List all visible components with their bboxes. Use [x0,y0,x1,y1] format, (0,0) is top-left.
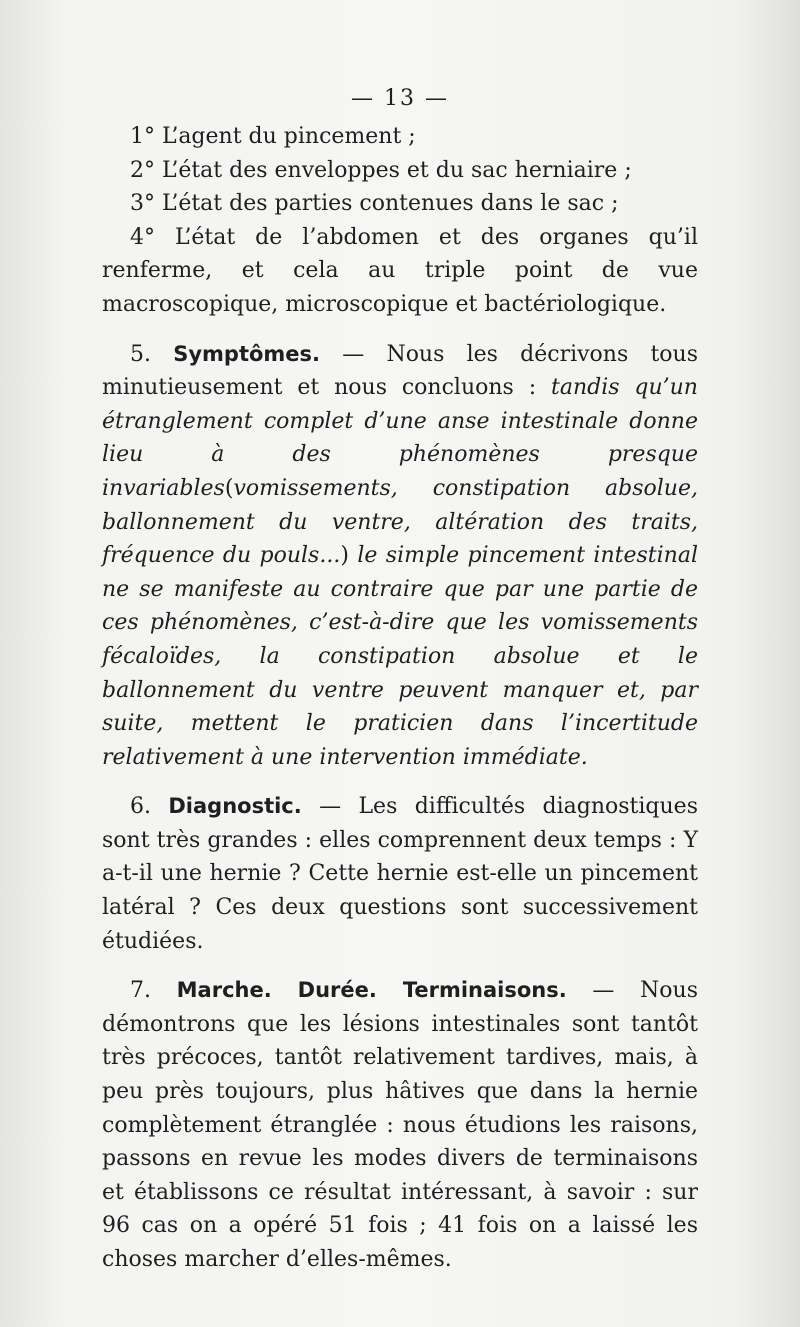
list-item-1: 1° L’agent du pincement ; [130,124,416,149]
list-item-3: 3° L’état des parties contenues dans le sac ; [130,191,619,217]
section-number: 5. [130,341,151,367]
section-body: — Nous démontrons que les lésions intestinales sont tantôt très précoces, tantôt relativement tardives, mais, à peu près toujours, plus hâtives que dans la hernie complètement étranglée : nous étudions les raisons, passons en revue les modes divers de terminaisons et établissons ce résultat intéressant, à savoir : sur 96 cas on a opéré 51 fois ; 41 fois on a laissé les choses marcher d’elles-mêmes. [102,978,698,1272]
section-italic-list: vomissements, constipation absolue, ballonnement du ventre, altération des traits, fréquence du pouls... [102,475,698,569]
paren-open: ( [224,475,234,501]
list-item-4: 4° L’état de l’abdomen et des organes qu’il renferme, et cela au triple point de vue macroscopique, microscopique et bactériologique. [102,224,698,317]
section-lead: — Nous les décrivons tous minutieusement et nous concluons : [102,341,699,401]
section-number: 6. [130,794,151,820]
section-symptomes [102,338,698,775]
page-number: — 13 — [351,86,449,111]
section-body: — Les difficultés diagnostiques sont très grandes : elles comprennent deux temps : Y a-t-il une hernie ? Cette hernie est-elle un pincement latéral ? Ces deux questions sont successivement étudiées. [102,794,698,954]
paren-close: ) [340,543,349,569]
page-content [102,120,698,1277]
section-italic-conclusion: le simple pincement intestinal ne se manifeste au contraire que par une partie de ces phénomènes, c’est-à-dire que les vomissements fécaloïdes, la constipation absolue et le ballonnement du ventre peuvent manquer et, par suite, mettent le praticien dans l’incertitude relativement à une intervention immédiate. [102,543,698,770]
section-diagnostic [102,790,698,958]
section-italic-text: tandis qu’un étranglement complet d’une anse intestinale donne lieu à des phénomènes presque invariables [102,375,698,501]
section-title: Symptômes. [173,341,321,366]
section-title: Marche. Durée. Terminaisons. [176,978,567,1003]
list-item-2: 2° L’état des enveloppes et du sac herniaire ; [130,157,632,183]
section-marche [102,974,698,1276]
section-title: Diagnostic. [168,794,302,819]
section-number: 7. [130,978,151,1004]
